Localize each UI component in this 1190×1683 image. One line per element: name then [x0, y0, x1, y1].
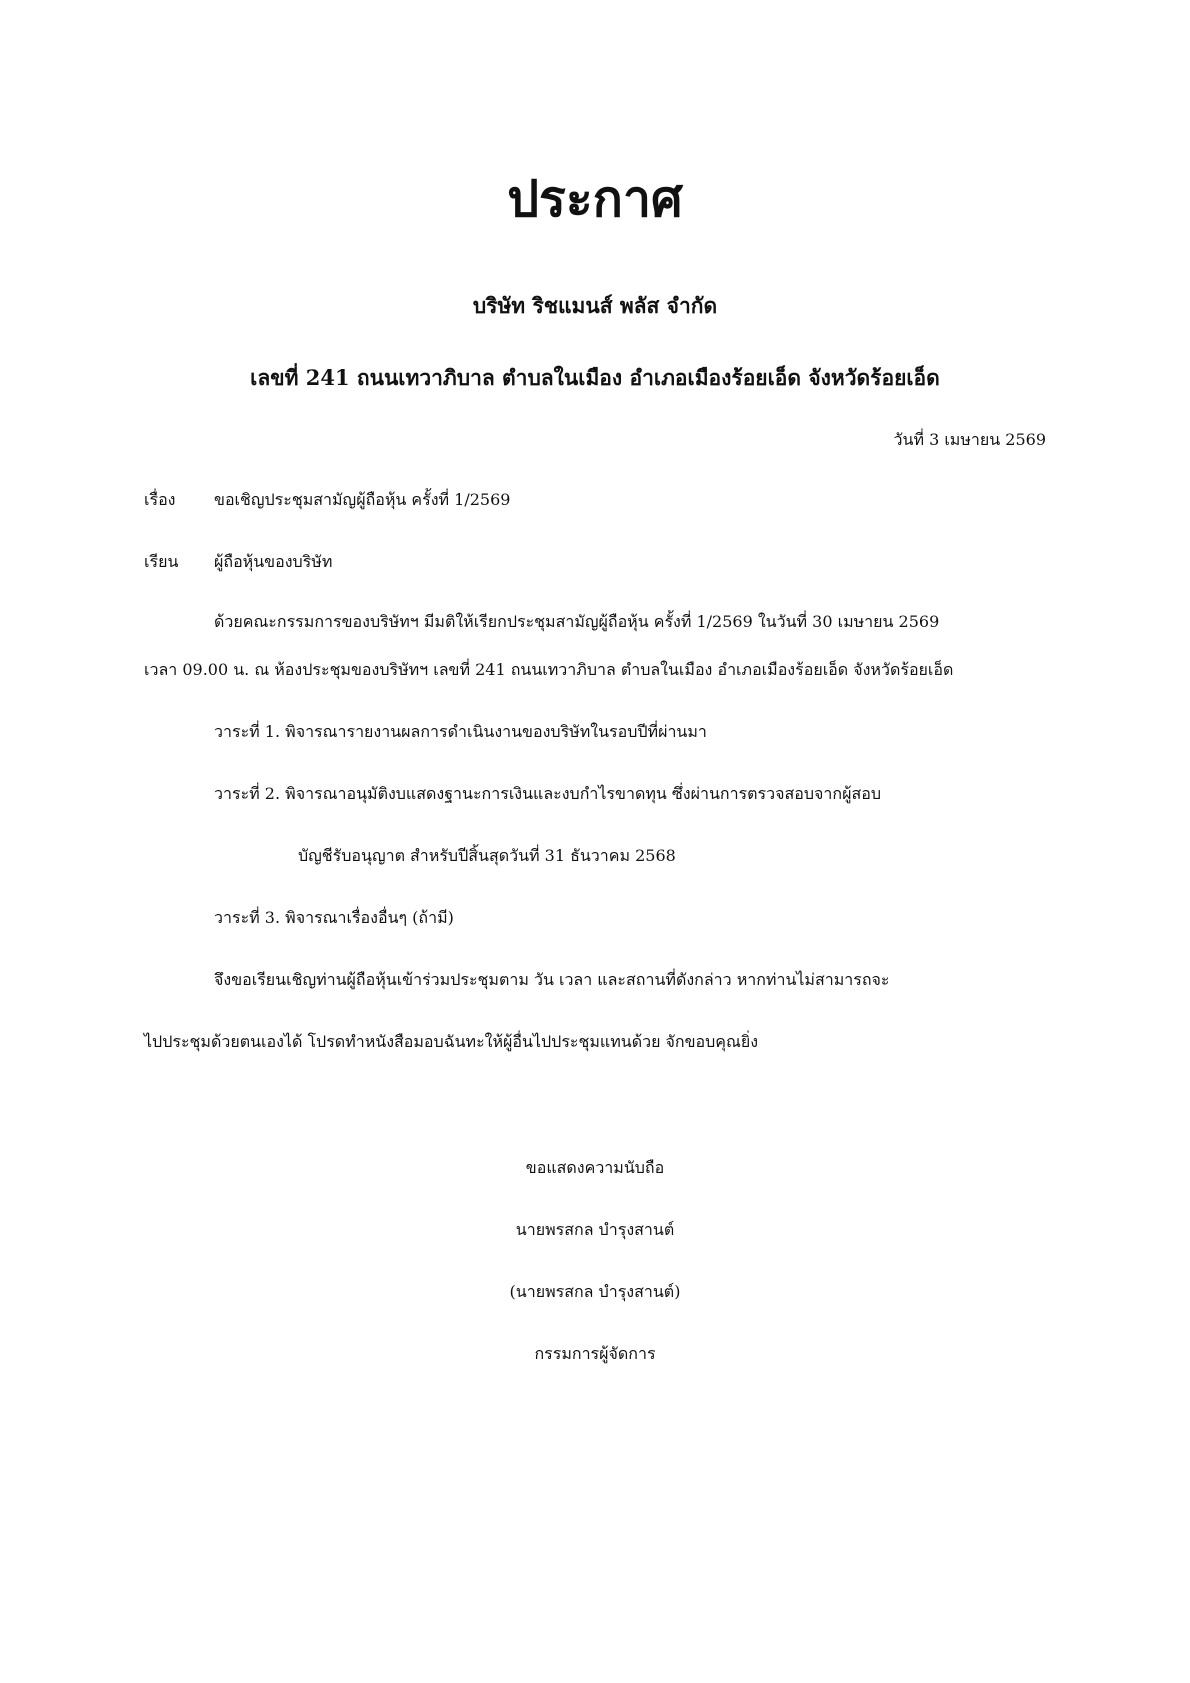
company-name: บริษัท ริชแมนส์ พลัส จำกัด	[472, 293, 718, 318]
signature-name-parenthesized: (นายพรสกล บำรุงสานต์)	[509, 1282, 681, 1301]
intro-line-2: เวลา 09.00 น. ณ ห้องประชุมของบริษัทฯ เลขที่ 241 ถนนเทวาภิบาล ตำบลในเมือง อำเภอเมืองร้อยเอ็ด จังหวัดร้อยเอ็ด	[144, 660, 954, 679]
closing-line-1: จึงขอเรียนเชิญท่านผู้ถือหุ้นเข้าร่วมประชุมตาม วัน เวลา และสถานที่ดังกล่าว หากท่านไม่สามารถจะ	[214, 970, 890, 989]
agenda-item-1: วาระที่ 1. พิจารณารายงานผลการดำเนินงานของบริษัทในรอบปีที่ผ่านมา	[214, 722, 707, 741]
intro-line-1: ด้วยคณะกรรมการของบริษัทฯ มีมติให้เรียกประชุมสามัญผู้ถือหุ้น ครั้งที่ 1/2569 ในวันที่ 30 เมษายน 2569	[214, 612, 940, 631]
company-address: เลขที่ 241 ถนนเทวาภิบาล ตำบลในเมือง อำเภอเมืองร้อยเอ็ด จังหวัดร้อยเอ็ด	[250, 365, 940, 390]
agenda-item-2-continuation: บัญชีรับอนุญาต สำหรับปีสิ้นสุดวันที่ 31 ธันวาคม 2568	[298, 846, 676, 865]
agenda-item-2: วาระที่ 2. พิจารณาอนุมัติงบแสดงฐานะการเงินและงบกำไรขาดทุน ซึ่งผ่านการตรวจสอบจากผู้สอบ	[214, 784, 881, 803]
closing-line-2: ไปประชุมด้วยตนเองได้ โปรดทำหนังสือมอบฉันทะให้ผู้อื่นไปประชุมแทนด้วย จักขอบคุณยิ่ง	[144, 1032, 759, 1051]
agenda-item-3: วาระที่ 3. พิจารณาเรื่องอื่นๆ (ถ้ามี)	[214, 908, 454, 927]
signature-regards: ขอแสดงความนับถือ	[525, 1158, 665, 1177]
signature-position: กรรมการผู้จัดการ	[534, 1344, 656, 1363]
recipient-value: ผู้ถือหุ้นของบริษัท	[214, 552, 333, 571]
document-date: วันที่ 3 เมษายน 2569	[893, 430, 1046, 449]
subject-label: เรื่อง	[144, 490, 176, 509]
subject-value: ขอเชิญประชุมสามัญผู้ถือหุ้น ครั้งที่ 1/2569	[214, 490, 511, 509]
recipient-label: เรียน	[144, 552, 179, 571]
document-title: ประกาศ	[507, 169, 683, 228]
signature-name: นายพรสกล บำรุงสานต์	[515, 1220, 675, 1239]
